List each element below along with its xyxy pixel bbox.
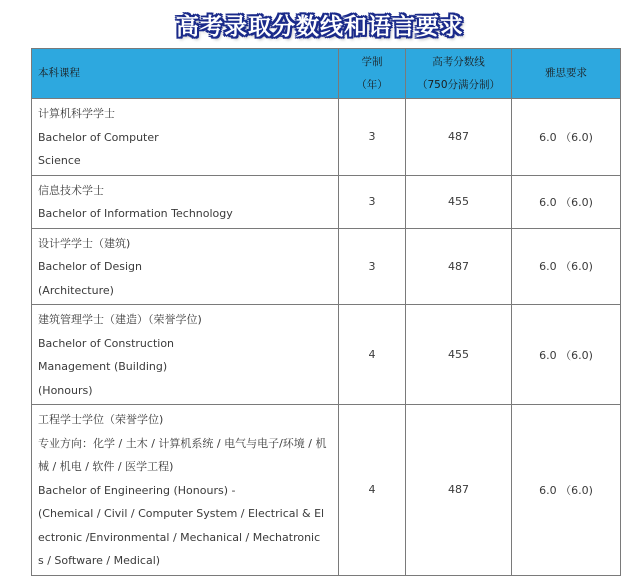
table-row bbox=[32, 405, 621, 576]
score-cell: 487 bbox=[406, 99, 512, 176]
score-cell: 455 bbox=[406, 175, 512, 228]
course-line: s / Software / Medical) bbox=[38, 554, 161, 567]
header-score-scale: （750分满分制） bbox=[416, 78, 501, 91]
course-line: ectronic /Environmental / Mechanical / Mechatronic bbox=[38, 530, 321, 544]
course-line: 工程学士学位（荣誉学位) bbox=[38, 413, 164, 426]
admission-table bbox=[31, 48, 621, 576]
score-cell: 455 bbox=[406, 305, 512, 405]
header-course: 本科课程 bbox=[32, 49, 339, 99]
score-cell: 487 bbox=[406, 405, 512, 576]
table-row bbox=[32, 175, 621, 228]
course-cell bbox=[32, 405, 339, 576]
years-cell: 4 bbox=[339, 405, 406, 576]
course-line: Bachelor of Information Technology bbox=[38, 207, 233, 220]
course-line: (Chemical / Civil / Computer System / Electrical & El bbox=[38, 507, 325, 520]
header-score bbox=[406, 49, 512, 99]
table-row bbox=[32, 228, 621, 305]
course-line: 信息技术学士 bbox=[38, 183, 104, 197]
years-cell: 4 bbox=[339, 305, 406, 405]
course-cell bbox=[32, 99, 339, 176]
ielts-cell: 6.0 （6.0) bbox=[512, 305, 621, 405]
course-line: 计算机科学学士 bbox=[38, 107, 115, 120]
course-cell bbox=[32, 305, 339, 405]
course-line: (Architecture) bbox=[38, 283, 114, 297]
score-cell: 487 bbox=[406, 228, 512, 305]
header-duration bbox=[339, 49, 406, 99]
header-score-label: 高考分数线 bbox=[432, 55, 485, 68]
table-row bbox=[32, 99, 621, 176]
course-line: Bachelor of Design bbox=[38, 260, 142, 273]
page-title: 高考录取分数线和语言要求 bbox=[176, 14, 464, 40]
course-line: 专业方向：化学 / 土木 / 计算机系统 / 电气与电子/环境 / 机 bbox=[38, 436, 327, 450]
ielts-cell: 6.0 （6.0) bbox=[512, 99, 621, 176]
header-ielts: 雅思要求 bbox=[512, 49, 621, 99]
course-line: Bachelor of Engineering (Honours) - bbox=[38, 483, 236, 497]
years-cell: 3 bbox=[339, 228, 406, 305]
ielts-cell: 6.0 （6.0) bbox=[512, 175, 621, 228]
course-line: 建筑管理学士（建造）（荣誉学位) bbox=[38, 313, 202, 326]
course-line: Bachelor of Computer bbox=[38, 130, 159, 144]
years-cell: 3 bbox=[339, 99, 406, 176]
course-cell bbox=[32, 175, 339, 228]
table-row bbox=[32, 305, 621, 405]
course-line: Management (Building) bbox=[38, 360, 168, 373]
table-header-row bbox=[32, 49, 621, 99]
header-duration-unit: （年） bbox=[356, 78, 388, 91]
course-cell bbox=[32, 228, 339, 305]
years-cell: 3 bbox=[339, 175, 406, 228]
course-line: 械 / 机电 / 软件 / 医学工程) bbox=[38, 460, 174, 473]
ielts-cell: 6.0 （6.0) bbox=[512, 228, 621, 305]
course-line: Bachelor of Construction bbox=[38, 336, 175, 350]
course-line: 设计学学士（建筑) bbox=[38, 236, 131, 250]
course-line: (Honours) bbox=[38, 383, 93, 397]
ielts-cell: 6.0 （6.0) bbox=[512, 405, 621, 576]
header-duration-label: 学制 bbox=[361, 55, 383, 68]
course-line: Science bbox=[38, 154, 81, 167]
